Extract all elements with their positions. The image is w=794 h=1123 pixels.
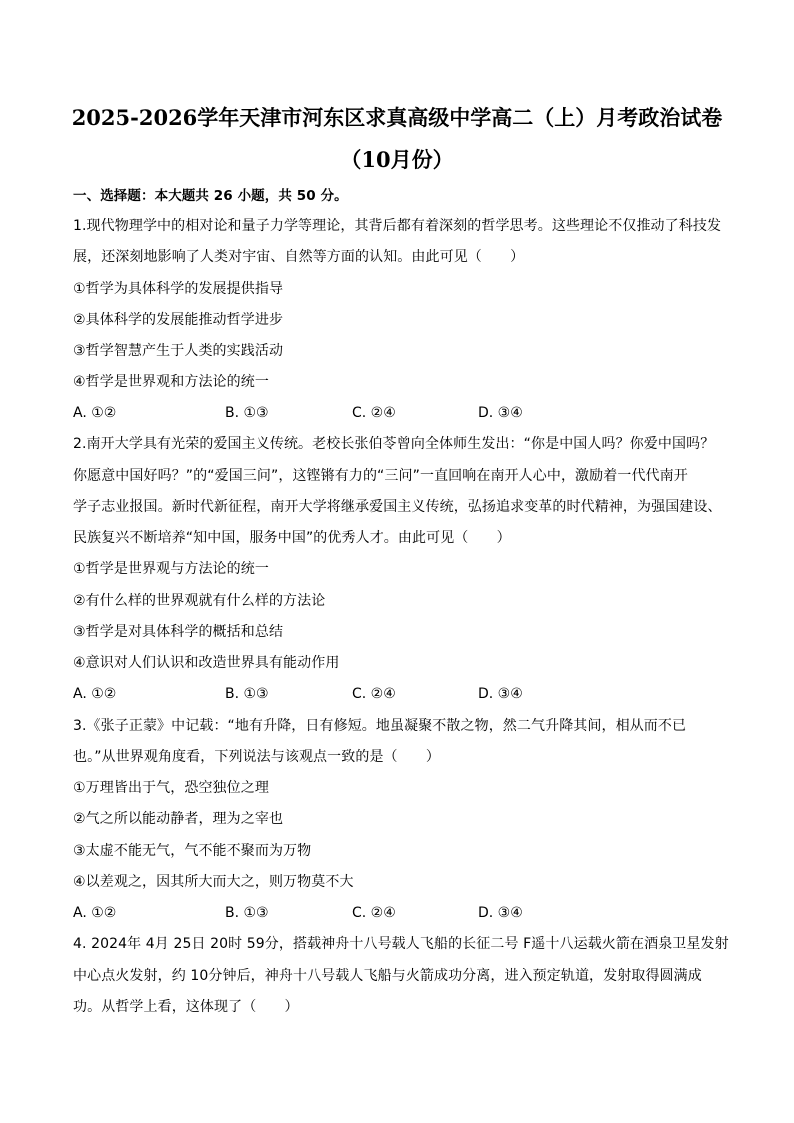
exam-subtitle: （10月份） [340, 147, 454, 172]
question-stem-line: 3.《张子正蒙》中记载：“地有升降，日有修短。地虽凝聚不散之物，然二气升降其间，相从而不已 [73, 718, 687, 734]
statement-item: ③哲学是对具体科学的概括和总结 [73, 624, 284, 640]
option-c[interactable]: C. ②④ [352, 405, 396, 421]
question-stem-line: 1.现代物理学中的相对论和量子力学等理论，其背后都有着深刻的哲学思考。这些理论不仅推动了科技发 [73, 218, 722, 234]
question-stem-line: 中心点火发射，约 10分钟后，神舟十八号载人飞船与火箭成功分离，进入预定轨道，发射取得圆满成 [73, 968, 702, 984]
question-stem-line: 你愿意中国好吗？”的“爱国三问”，这铿锵有力的“三问”一直回响在南开人心中，激励着一代代南开 [73, 468, 688, 484]
statement-item: ①哲学是世界观与方法论的统一 [73, 561, 269, 577]
statement-item: ④意识对人们认识和改造世界具有能动作用 [73, 655, 340, 671]
option-a[interactable]: A. ①② [73, 686, 117, 702]
option-a[interactable]: A. ①② [73, 905, 117, 921]
option-d[interactable]: D. ③④ [478, 405, 523, 421]
section-header: 一、选择题：本大题共 26 小题，共 50 分。 [73, 188, 348, 204]
answer-options [73, 903, 723, 923]
option-c[interactable]: C. ②④ [352, 686, 396, 702]
question-stem-line: 也。”从世界观角度看，下列说法与该观点一致的是（ ） [73, 749, 440, 765]
option-b[interactable]: B. ①③ [225, 905, 269, 921]
statement-item: ③哲学智慧产生于人类的实践活动 [73, 343, 284, 359]
option-c[interactable]: C. ②④ [352, 905, 396, 921]
statement-item: ①哲学为具体科学的发展提供指导 [73, 281, 284, 297]
exam-title: 2025-2026学年天津市河东区求真高级中学高二（上）月考政治试卷 [71, 105, 723, 130]
statement-item: ②气之所以能动静者，理为之宰也 [73, 811, 284, 827]
statement-item: ③太虚不能无气，气不能不聚而为万物 [73, 843, 312, 859]
question-stem-line: 民族复兴不断培养“知中国，服务中国”的优秀人才。由此可见（ ） [73, 530, 511, 546]
statement-item: ②有什么样的世界观就有什么样的方法论 [73, 593, 326, 609]
statement-item: ④以差观之，因其所大而大之，则万物莫不大 [73, 874, 354, 890]
statement-item: ④哲学是世界观和方法论的统一 [73, 374, 269, 390]
statement-item: ①万理皆出于气，恐空独位之理 [73, 780, 269, 796]
option-b[interactable]: B. ①③ [225, 686, 269, 702]
option-b[interactable]: B. ①③ [225, 405, 269, 421]
statement-item: ②具体科学的发展能推动哲学进步 [73, 312, 284, 328]
question-stem-line: 4. 2024年 4月 25日 20时 59分，搭载神舟十八号载人飞船的长征二号 F遥十八运载火箭在酒泉卫星发射 [73, 936, 729, 952]
question-stem-line: 展，还深刻地影响了人类对宇宙、自然等方面的认知。由此可见（ ） [73, 249, 525, 265]
option-d[interactable]: D. ③④ [478, 686, 523, 702]
answer-options [73, 403, 723, 423]
option-d[interactable]: D. ③④ [478, 905, 523, 921]
option-a[interactable]: A. ①② [73, 405, 117, 421]
question-stem-line: 学子志业报国。新时代新征程，南开大学将继承爱国主义传统，弘扬追求变革的时代精神，为强国建设、 [73, 499, 722, 515]
question-stem-line: 功。从哲学上看，这体现了（ ） [73, 999, 299, 1015]
question-stem-line: 2.南开大学具有光荣的爱国主义传统。老校长张伯苓曾向全体师生发出：“你是中国人吗？你爱中国吗？ [73, 436, 715, 452]
answer-options [73, 684, 723, 704]
